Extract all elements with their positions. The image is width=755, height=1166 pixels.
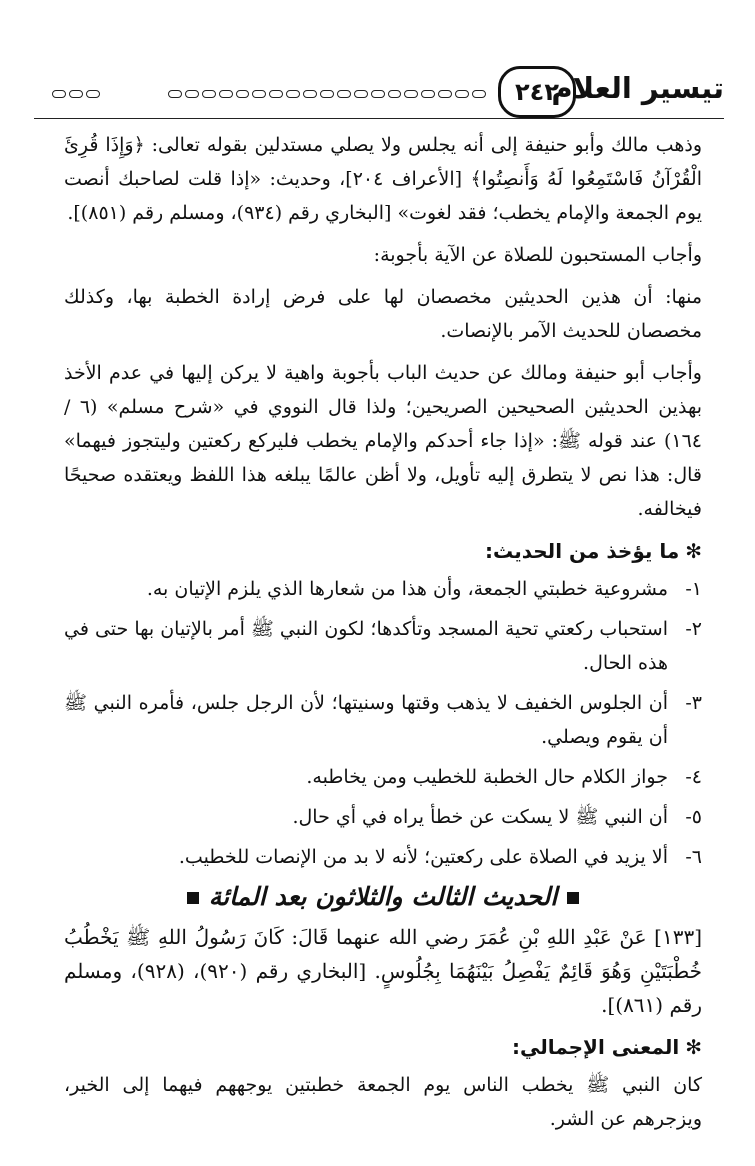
list-item: ٢- استحباب ركعتي تحية المسجد وتأكدها؛ لكون النبي ﷺ أمر بالإتيان بها حتى في هذه الحال. <box>64 618 702 674</box>
meaning-heading: ✻المعنى الإجمالي: <box>511 1035 702 1059</box>
hadith-title: الحديث الثالث والثلاثون بعد المائة <box>64 880 702 914</box>
book-title: تيسير العلام <box>551 71 724 105</box>
list-item: ٤- جواز الكلام حال الخطبة للخطيب ومن يخاطبه. <box>306 766 702 788</box>
lessons-list <box>64 572 702 874</box>
square-bullet-icon <box>187 892 199 904</box>
asterisk-icon: ✻ <box>685 539 702 563</box>
asterisk-icon: ✻ <box>685 1035 702 1059</box>
page-header <box>34 66 724 126</box>
paragraph: وأجاب المستحبون للصلاة عن الآية بأجوبة: <box>373 244 702 266</box>
list-item: ٣- أن الجلوس الخفيف لا يذهب وقتها وسنيتها؛ لأن الرجل جلس، فأمره النبي ﷺ أن يقوم ويصلي. <box>64 692 702 748</box>
page-content <box>64 128 702 1144</box>
header-ornament-icon <box>168 90 486 100</box>
list-item: ٦- ألا يزيد في الصلاة على ركعتين؛ لأنه لا بد من الإنصات للخطيب. <box>178 846 702 868</box>
lessons-heading: ✻ما يؤخذ من الحديث: <box>485 539 702 563</box>
header-ornament-small-icon <box>52 90 100 100</box>
hadith-text: [١٣٣] عَنْ عَبْدِ اللهِ بْنِ عُمَرَ رضي الله عنهما قَالَ: كَانَ رَسُولُ اللهِ ﷺ يَخْطُبُ خُطْبَتَيْنِ وَهُوَ قَائِمٌ يَفْصِلُ بَيْنَهُمَا بِجُلُوسٍ. [البخاري رقم (٩٢٠)، (٩٢٨)، ومسلم رقم (٨٦١)]. <box>64 925 703 1017</box>
paragraph: وأجاب أبو حنيفة ومالك عن حديث الباب بأجوبة واهية لا يركن إليها في عدم الأخذ بهذين الحديثين الصحيحين الصريحين؛ ولذا قال النووي في «شرح مسلم» (٦ / ١٦٤) عند قوله ﷺ: «إذا جاء أحدكم والإمام يخطب فليركع ركعتين وليتجوز فيهما» قال: هذا نص لا يتطرق إليه تأويل، ولا أظن عالمًا يبلغه هذا اللفظ ويعتقده صحيحًا فيخالفه. <box>64 362 702 520</box>
square-bullet-icon <box>567 892 579 904</box>
paragraph: وذهب مالك وأبو حنيفة إلى أنه يجلس ولا يصلي مستدلين بقوله تعالى: ﴿وَإِذَا قُرِئَ الْقُرْآنُ فَاسْتَمِعُوا لَهُ وَأَنصِتُوا﴾ [الأعراف ٢٠٤]، وحديث: «إذا قلت لصاحبك أنصت يوم الجمعة والإمام يخطب؛ فقد لغوت» [البخاري رقم (٩٣٤)، ومسلم رقم (٨٥١)]. <box>64 134 702 224</box>
list-item: ٥- أن النبي ﷺ لا يسكت عن خطأ يراه في أي حال. <box>292 806 702 828</box>
page-number: ٢٤٢ <box>498 66 576 118</box>
list-item: ١- مشروعية خطبتي الجمعة، وأن هذا من شعارها الذي يلزم الإتيان به. <box>146 578 702 600</box>
meaning-text: كان النبي ﷺ يخطب الناس يوم الجمعة خطبتين يوجههم فيهما إلى الخير، ويزجرهم عن الشر. <box>64 1074 702 1130</box>
paragraph: منها: أن هذين الحديثين مخصصان لها على فرض إرادة الخطبة بها، وكذلك مخصصان للحديث الآمر بالإنصات. <box>64 286 702 342</box>
header-divider <box>34 118 724 119</box>
